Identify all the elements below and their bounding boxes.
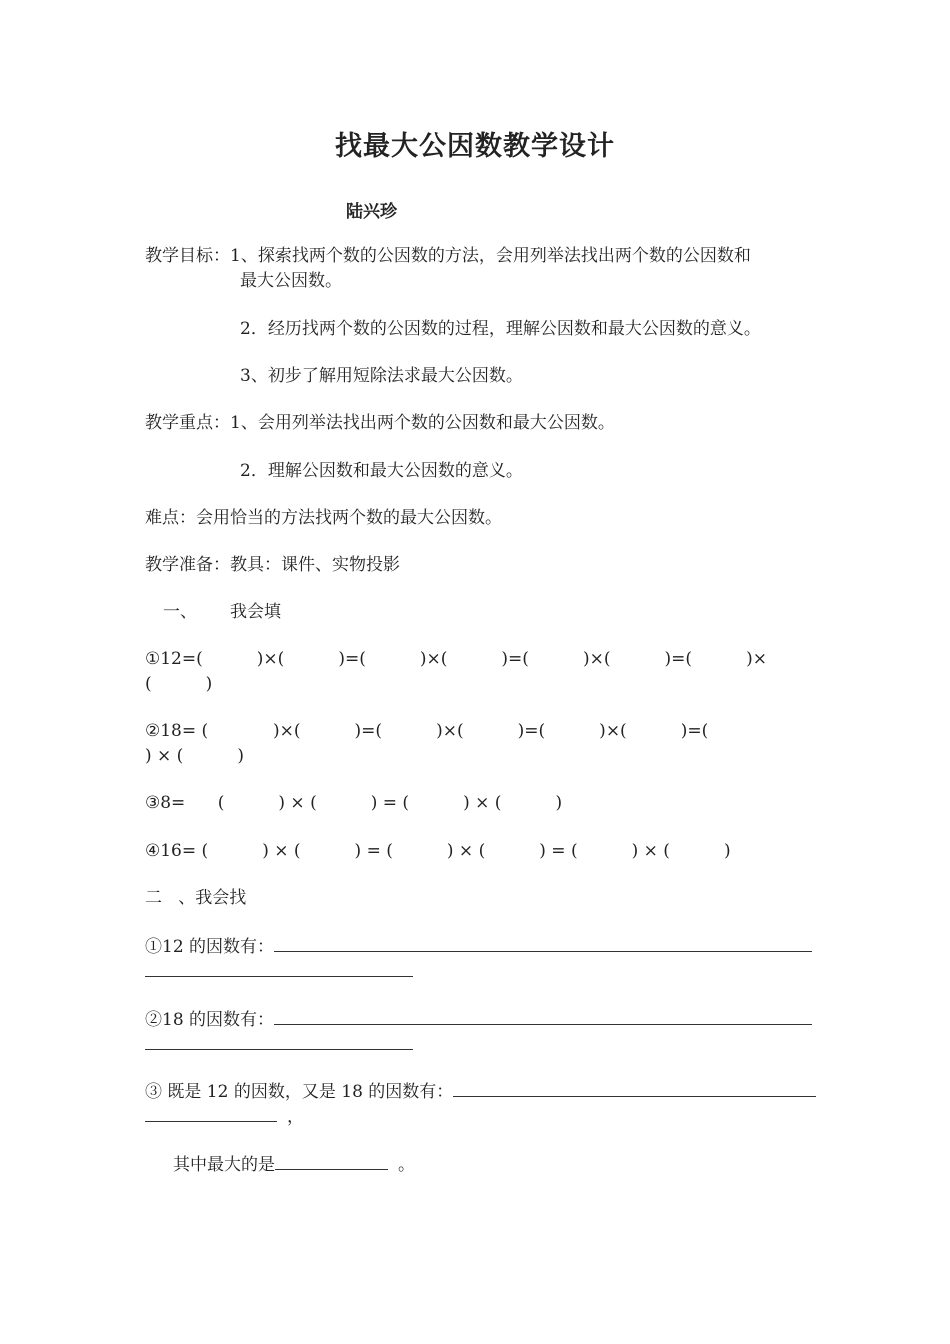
common-factors-comma: ，	[287, 1107, 304, 1127]
goals-item-3: 3、初步了解用短除法求最大公因数。	[240, 366, 523, 386]
factors-18-label: ②18 的因数有：	[145, 1010, 275, 1030]
common-factors-blank-cont[interactable]	[145, 1103, 277, 1122]
factors-18-blank[interactable]	[274, 1006, 812, 1025]
factors-18-row	[145, 1006, 812, 1032]
goals-label: 教学目标：	[145, 246, 230, 266]
factors-18-blank-cont[interactable]	[145, 1031, 413, 1050]
factors-12-row	[145, 933, 812, 959]
greatest-factor-period: 。	[398, 1155, 415, 1175]
question-1-line-2: ( )	[145, 674, 213, 694]
question-1-line-1: ①12=( )×( )=( )×( )=( )×( )=( )×	[145, 649, 767, 669]
question-2-line-1: ②18= ( )×( )=( )×( )=( )×( )=(	[145, 721, 709, 741]
goals-item-1: 1、探索找两个数的公因数的方法，会用列举法找出两个数的公因数和	[230, 246, 751, 266]
factors-18-blank-cont-row	[145, 1031, 413, 1057]
key-point-1: 1、会用列举法找出两个数的公因数和最大公因数。	[230, 413, 615, 433]
factors-12-blank-cont[interactable]	[145, 958, 413, 977]
goals-item-2: 2．经历找两个数的公因数的过程，理解公因数和最大公因数的意义。	[240, 319, 761, 339]
section1-heading: 我会填	[230, 602, 281, 622]
section2-heading: 二 、我会找	[145, 888, 247, 908]
goals-item-1-cont: 最大公因数。	[240, 271, 342, 291]
key-point-2: 2．理解公因数和最大公因数的意义。	[240, 461, 523, 481]
factors-12-blank-cont-row	[145, 958, 413, 984]
factors-12-label: ①12 的因数有：	[145, 937, 275, 957]
common-factors-blank[interactable]	[453, 1078, 816, 1097]
page-title: 找最大公因数教学设计	[335, 131, 615, 162]
greatest-factor-label: 其中最大的是	[173, 1155, 275, 1175]
section1-number: 一、	[163, 602, 197, 622]
author-name: 陆兴珍	[346, 202, 397, 222]
common-factors-row	[145, 1078, 816, 1104]
common-factors-label: ③ 既是 12 的因数，又是 18 的因数有：	[145, 1082, 454, 1102]
goals-line-1	[145, 244, 751, 268]
question-2-line-2: ) × ( )	[145, 746, 244, 766]
common-factors-cont-row	[145, 1103, 304, 1129]
question-4: ④16= ( ) × ( ) = ( ) × ( ) = ( ) × ( )	[145, 841, 731, 861]
greatest-factor-blank[interactable]	[275, 1151, 388, 1170]
difficulty: 难点：会用恰当的方法找两个数的最大公因数。	[145, 508, 502, 528]
factors-12-blank[interactable]	[274, 933, 812, 952]
key-points-label: 教学重点：	[145, 413, 230, 433]
preparation: 教学准备：教具：课件、实物投影	[145, 555, 400, 575]
greatest-factor-row	[173, 1151, 415, 1177]
key-points-line-1	[145, 411, 615, 435]
question-3: ③8= ( ) × ( ) = ( ) × ( )	[145, 793, 563, 813]
